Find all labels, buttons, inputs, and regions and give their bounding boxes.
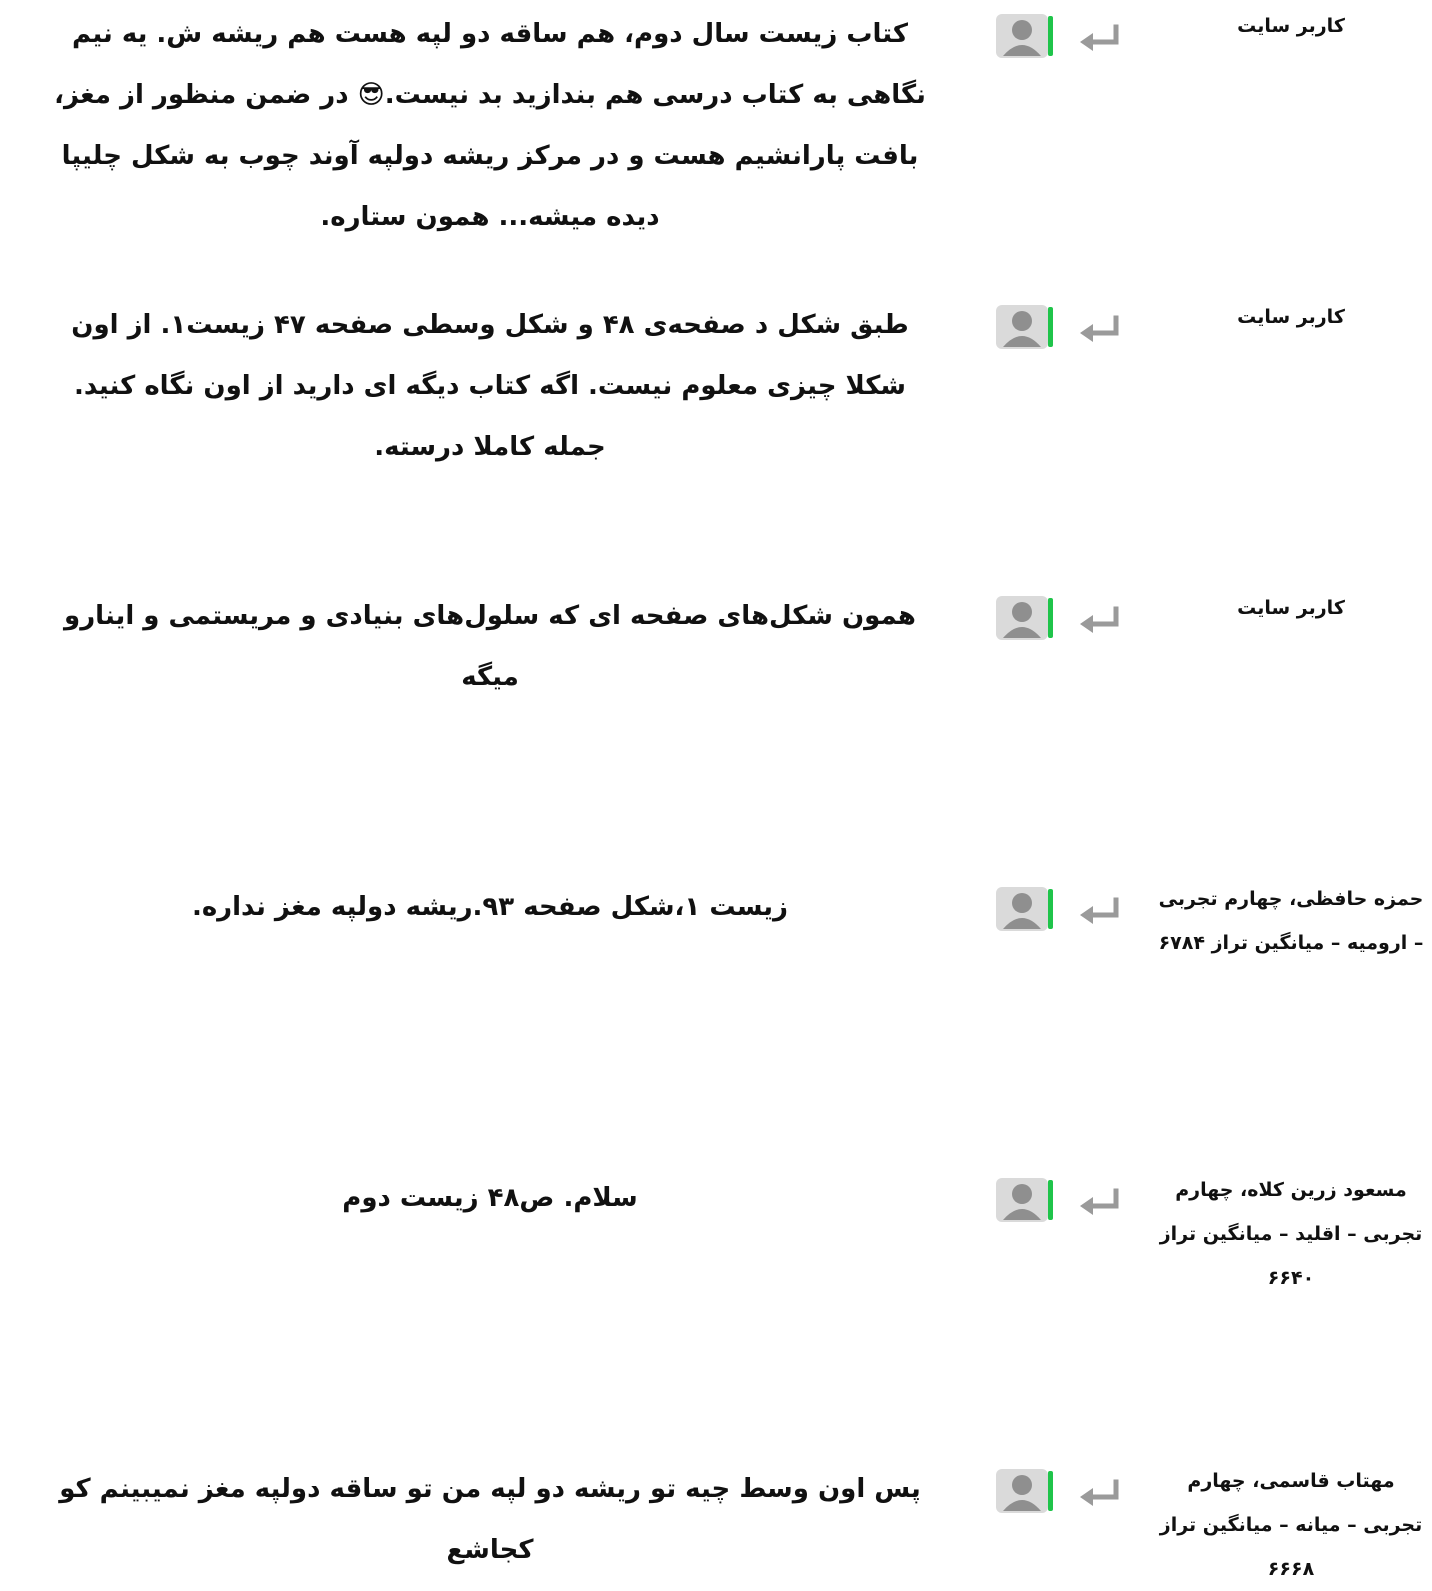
comment-text: همون شکل‌های صفحه ای که سلول‌های بنیادی و مریستمی و اینارو میگه [64,601,916,692]
reply-arrow-icon[interactable] [1076,313,1122,343]
comment-text: کتاب زیست سال دوم، هم ساقه دو لپه هست هم ریشه ش. یه نیم نگاهی به کتاب درسی هم بندازید بد نیست.😎 در ضمن منظور از مغز، بافت پارانشیم هست و در مرکز ریشه دولپه آوند چوب به شکل چلیپا دیده میشه... همون ستاره. [54,19,926,232]
comment-text: زیست ۱،شکل صفحه ۹۳.ریشه دولپه مغز نداره. [191,892,789,922]
comment-author: کاربر سایت [1237,306,1345,328]
comment-author: مهتاب قاسمی، چهارم تجربی – میانه – میانگین تراز ۶۶۶۸ [1159,1470,1423,1580]
comment-author: کاربر سایت [1237,15,1345,37]
reply-arrow-icon[interactable] [1076,895,1122,925]
avatar-icon [994,594,1056,642]
avatar-icon [994,885,1056,933]
avatar-icon [994,12,1056,60]
comment-text: سلام. ص۴۸ زیست دوم [342,1183,638,1213]
avatar-icon [994,1467,1056,1515]
reply-arrow-icon[interactable] [1076,604,1122,634]
comment-text: پس اون وسط چیه تو ریشه دو لپه من تو ساقه دولپه مغز نمیبینم کو کجاشع [59,1474,921,1565]
comment-item [0,1164,1432,1424]
comment-item [0,582,1432,842]
avatar-icon [994,303,1056,351]
comment-item [0,873,1432,1133]
comment-item [0,0,1432,260]
reply-arrow-icon[interactable] [1076,22,1122,52]
comment-item [0,1455,1432,1580]
reply-arrow-icon[interactable] [1076,1186,1122,1216]
comment-author: مسعود زرین کلاه، چهارم تجربی – اقلید – میانگین تراز ۶۶۴۰ [1159,1179,1423,1289]
comment-author: کاربر سایت [1237,597,1345,619]
comment-item [0,291,1432,551]
comment-author: حمزه حافظی، چهارم تجربی – ارومیه – میانگین تراز ۶۷۸۴ [1158,888,1424,954]
avatar-icon [994,1176,1056,1224]
reply-arrow-icon[interactable] [1076,1477,1122,1507]
comment-text: طبق شکل د صفحه‌ی ۴۸ و شکل وسطی صفحه ۴۷ زیست۱. از اون شکلا چیزی معلوم نیست. اگه کتاب دیگه ای دارید از اون نگاه کنید. جمله کاملا درسته. [71,310,909,462]
